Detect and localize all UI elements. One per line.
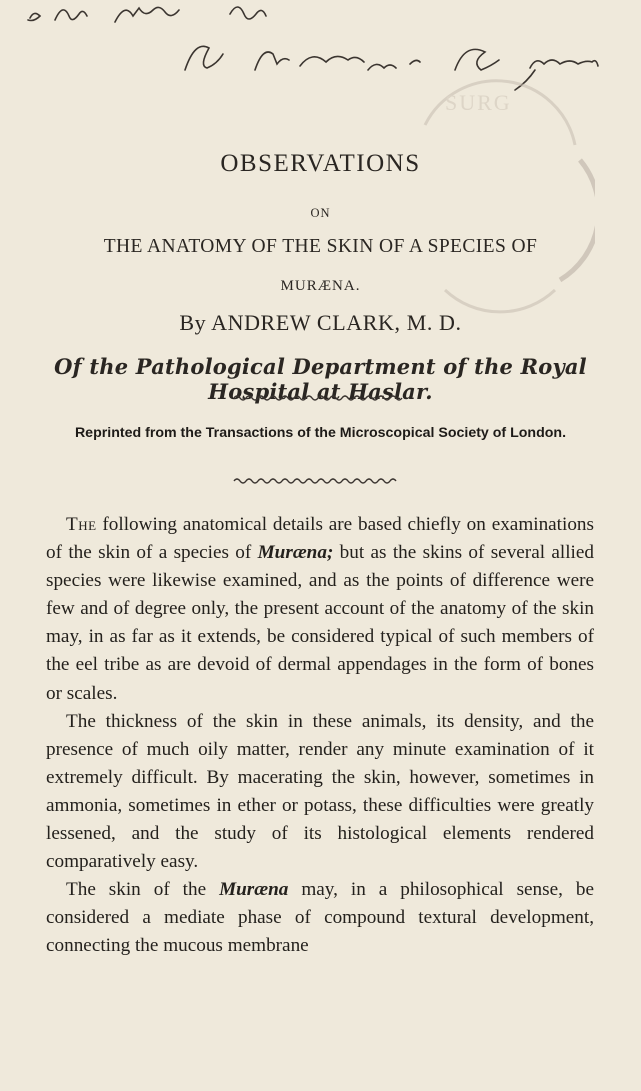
reprint-note: Reprinted from the Transactions of the Microscopical Society of London.: [74, 425, 567, 441]
paragraph-3-genus: Muræna: [219, 879, 289, 901]
paragraph-1-text-a: following anatomical details are based chiefly on examinations of the skin of a species of: [46, 514, 594, 564]
title-genus: MURÆNA.: [280, 278, 361, 294]
paragraph-1-text-b: but as the skins of several allied species were likewise examined, and as the points of difference were few and of degree only, the present account of the anatomy of the skin may, in as far as it extends, be considered typical of such members of the eel tribe as are devoid of dermal appendages in the form of bones or scales.: [46, 542, 594, 704]
paragraph-3: [46, 876, 594, 960]
author-line: By ANDREW CLARK, M. D.: [179, 310, 462, 335]
author-affiliation: Of the Pathological Department of the Royal Hospital at Haslar.: [54, 354, 587, 404]
ornamental-rule-top: [0, 393, 641, 403]
paragraph-1-lead: The: [66, 514, 97, 535]
paragraph-1-genus: Muræna;: [257, 542, 334, 564]
title-on: ON: [310, 206, 331, 220]
svg-text:SURG: SURG: [445, 90, 512, 115]
title-observations: OBSERVATIONS: [220, 150, 421, 177]
paragraph-1: [46, 511, 594, 708]
paragraph-2: The thickness of the skin in these animals, its density, and the presence of much oily matter, render any minute examination of it extremely difficult. By macerating the skin, however, sometimes in ammonia, sometimes in ether or potass, these difficulties were greatly lessened, and the study of its histological elements rendered comparatively easy.: [46, 710, 594, 873]
paragraph-3-text-a: The skin of the: [66, 879, 220, 901]
paragraph-3-text-b: may, in a philosophical sense, be considered a mediate phase of compound textural development, connecting the mucous membrane: [46, 879, 594, 957]
title-subject: THE ANATOMY OF THE SKIN OF A SPECIES OF: [103, 236, 538, 257]
ornamental-rule-bottom: [0, 476, 641, 486]
body-text: [46, 511, 594, 961]
